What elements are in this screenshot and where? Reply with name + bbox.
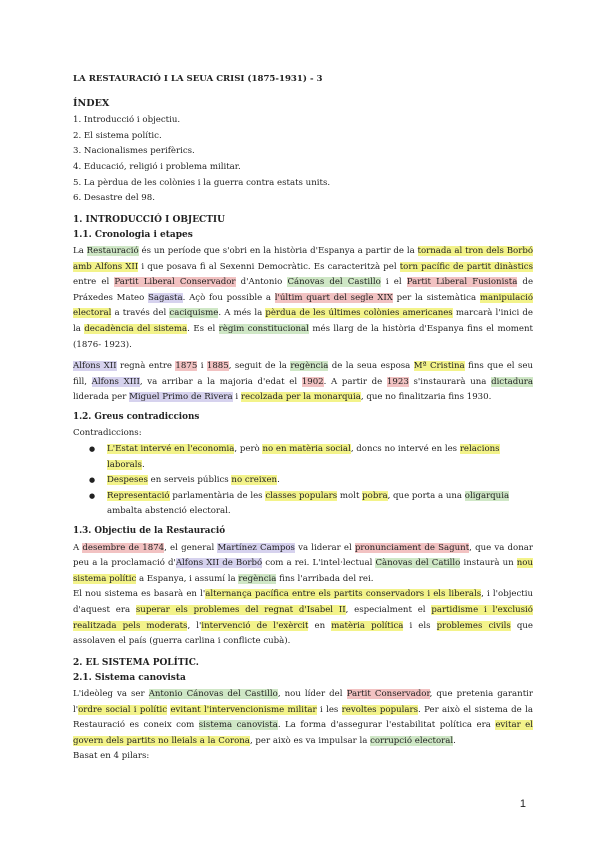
highlighted-text: Miguel Primo de Rivera [129,392,233,403]
section-heading: 2. EL SISTEMA POLÍTIC. [73,657,199,668]
highlighted-text: 1902 [301,376,324,387]
text-run: entre el [73,277,115,288]
highlighted-text: no en matèria social [262,444,351,455]
text-run: La [73,245,87,256]
index-heading: ÍNDEX [73,97,110,109]
bullet-list [73,442,533,520]
paragraph [73,541,533,588]
highlighted-text: Partit Conservador [346,688,430,699]
highlighted-text: Despeses [107,475,148,486]
text-run: de la seua esposa [328,361,414,372]
text-run: va liderar el [294,542,355,553]
highlighted-text: règim constitucional [218,323,309,334]
text-run: molt [337,490,363,501]
highlighted-text: Partit Liberal Conservador [114,277,236,288]
highlighted-text: pronunciament de Sagunt [354,542,470,553]
highlighted-text: Partit Liberal Fusionista [406,277,518,288]
index-item: 2. El sistema polític. [73,130,162,141]
highlighted-text: superar els problemes del regnat d'Isabel II [135,605,346,615]
text-run: fins que el seu fill, [73,361,533,387]
highlighted-text: Mª Cristina [413,361,465,372]
text-run: . A partir de [323,376,387,387]
text-run: instaurà un [460,558,517,569]
text-run: més llarg de la història d'Espanya fins el moment (1876- 1923). [73,323,534,350]
text-run: a Espanya, i assumí la [136,573,239,584]
text-run: . Per això el sistema de la Restauració es coneix com [73,704,533,731]
text-run: per la sistemàtica [392,292,480,303]
highlighted-text: pobra [362,490,388,501]
text-run: . [141,459,145,470]
text-run: liderada per [73,392,130,403]
highlighted-text: recolzada per la monarquia [240,392,361,403]
highlighted-text: regència [290,361,329,372]
text-run: , però [234,444,263,455]
text-run: ambalta abstenció electoral. [107,506,231,517]
text-run: i [232,392,241,403]
text-run: fins l'arribada del rei. [276,573,374,584]
text-run: i les [316,704,342,715]
highlighted-text: Sagasta [148,292,183,303]
highlighted-text: Cànovas del Catillo [375,558,461,569]
text-run: i els [403,620,437,631]
highlighted-text: regència [238,573,277,584]
text-run: , que pretenia garantir l' [73,688,533,715]
text-run: A [73,542,83,553]
index-item: 4. Educació, religió i problema militar. [73,161,241,172]
highlighted-text: corrupció electoral [370,735,454,746]
highlighted-text: l'últim quart del segle XIX [274,292,393,303]
highlighted-text: matèria política [331,620,404,631]
highlighted-text: nou sistema polític [73,558,534,584]
text-run: , va arribar a la majoria d'edat el [139,376,302,387]
section-heading: 1. INTRODUCCIÓ I OBJECTIU [73,214,225,225]
text-run: El nou sistema es basarà en l' [73,589,206,600]
highlighted-text: sistema canovista [198,720,278,731]
text-run: , el general [164,542,218,553]
paragraph: Basat en 4 pilars: [73,751,150,762]
highlighted-text: no creixen [231,475,278,486]
subsection-heading: 1.2. Greus contradiccions [73,411,200,422]
highlighted-text: evitar el govern dels partits no lleials a la Corona [73,720,533,746]
highlighted-text: caciquisme [169,308,219,319]
highlighted-text: desembre de 1874 [82,542,165,553]
text-run: . Es el [187,323,219,334]
text-run: , que va donar peu a la proclamació d' [73,542,533,569]
text-run: parlamentària de les [169,490,266,501]
highlighted-text: Alfons XII de Borbó [175,558,263,569]
highlighted-text: Restauració [86,245,139,256]
paragraph [73,687,533,749]
index-list [73,113,533,207]
text-run: com a rei. L'intel·lectual [262,558,376,569]
highlighted-text: intervenció de l'exèrcit [201,620,309,631]
document-title: LA RESTAURACIÓ I LA SEUA CRISI (1875-1931) - 3 [73,74,323,84]
highlighted-text: Alfons XII [73,361,117,372]
text-run: i [197,361,207,372]
text-run: , doncs no intervé en les [350,444,460,455]
text-run: d'Antonio [235,277,288,288]
highlighted-text: decadència del sistema [84,323,188,334]
text-run: , que no finalitzaria fins 1930. [360,392,492,403]
highlighted-text: dictadura [491,376,533,387]
paragraph [73,244,533,353]
index-item: 1. Introducció i objectiu. [73,115,181,126]
highlighted-text: evitant l'intervencionisme militar [170,704,317,715]
text-run: , nou líder del [277,688,347,699]
highlighted-text: 1875 [175,361,198,372]
highlighted-text: relacions laborals [107,444,500,470]
text-run: L'ideòleg va ser [73,688,149,699]
text-run: s'instaurarà una [408,376,492,387]
highlighted-text: torn pacífic de partit dinàstics [399,261,533,272]
highlighted-text: tornada al tron dels Borbó amb Alfons XII [73,245,534,272]
text-run: i el [380,277,407,288]
highlighted-text: L'Estat intervé en l'economia [107,444,235,455]
list-item [95,442,533,473]
text-run: a través del [111,308,170,319]
text-run: marcarà l'inici de la [73,308,533,334]
text-run: , i l'objectiu d'aquest era [73,589,533,615]
text-run: . Açò fou possible a [182,292,275,303]
highlighted-text: Representació [107,490,170,501]
subsection-heading: 1.3. Objectiu de la Restauració [73,526,226,537]
paragraph [73,587,533,649]
list-item [95,489,533,520]
text-run: . A més la [218,308,266,319]
highlighted-text: partidisme i l'exclusió realitzada pels moderats [73,605,533,631]
list-intro: Contradiccions: [73,428,142,439]
text-run: , per això es va impulsar la [249,735,371,746]
highlighted-text: pèrdua de les últimes colònies americanes [265,308,453,319]
document-body [73,72,533,765]
text-run: . [277,475,280,486]
highlighted-text: 1885 [206,361,229,372]
list-item [95,473,533,489]
highlighted-text: revoltes populars [341,704,419,715]
text-run: regnà entre [116,361,176,372]
text-run: en [308,620,332,631]
text-run: que assolaven el país (guerra carlina i conflicte cubà). [73,620,533,647]
highlighted-text: Martínez Campos [217,542,295,553]
subsection-heading: 1.1. Cronologia i etapes [73,230,193,241]
highlighted-text: classes populars [265,490,338,501]
index-item: 5. La pèrdua de les colònies i la guerra contra estats units. [73,177,331,188]
text-run: , seguit de la [228,361,291,372]
text-run: . La forma d'assegurar l'estabilitat política era [277,720,496,731]
highlighted-text: oligarquia [464,490,510,501]
highlighted-text: Alfons XIII [91,376,140,387]
text-run: . [453,735,456,746]
text-run: és un període que s'obri en la història d'Espanya a partir de la [138,245,418,256]
page-number: 1 [519,798,526,810]
highlighted-text: ordre social i polític [78,704,168,715]
highlighted-text: alternança pacífica entre els partits conservadors i els liberals [205,589,482,600]
text-run: i que posava fi al Sexenni Democràtic. Es caracteritzà pel [138,261,400,272]
highlighted-text: manipulació electoral [73,292,534,319]
highlighted-text: 1923 [386,376,409,387]
paragraph [73,359,533,406]
index-item: 3. Nacionalismes perifèrics. [73,146,195,157]
text-run: , que porta a una [387,490,465,501]
highlighted-text: Antonio Cánovas del Castillo [148,688,278,699]
highlighted-text: Cánovas del Castillo [287,277,381,288]
text-run: en serveis públics [147,475,232,486]
index-item: 6. Desastre del 98. [73,193,155,204]
subsection-heading: 2.1. Sistema canovista [73,673,186,684]
text-run: de Práxedes Mateo [73,277,534,303]
highlighted-text: problemes civils [436,620,511,631]
text-run: , especialment el [345,605,432,615]
text-run: , l' [187,620,202,631]
